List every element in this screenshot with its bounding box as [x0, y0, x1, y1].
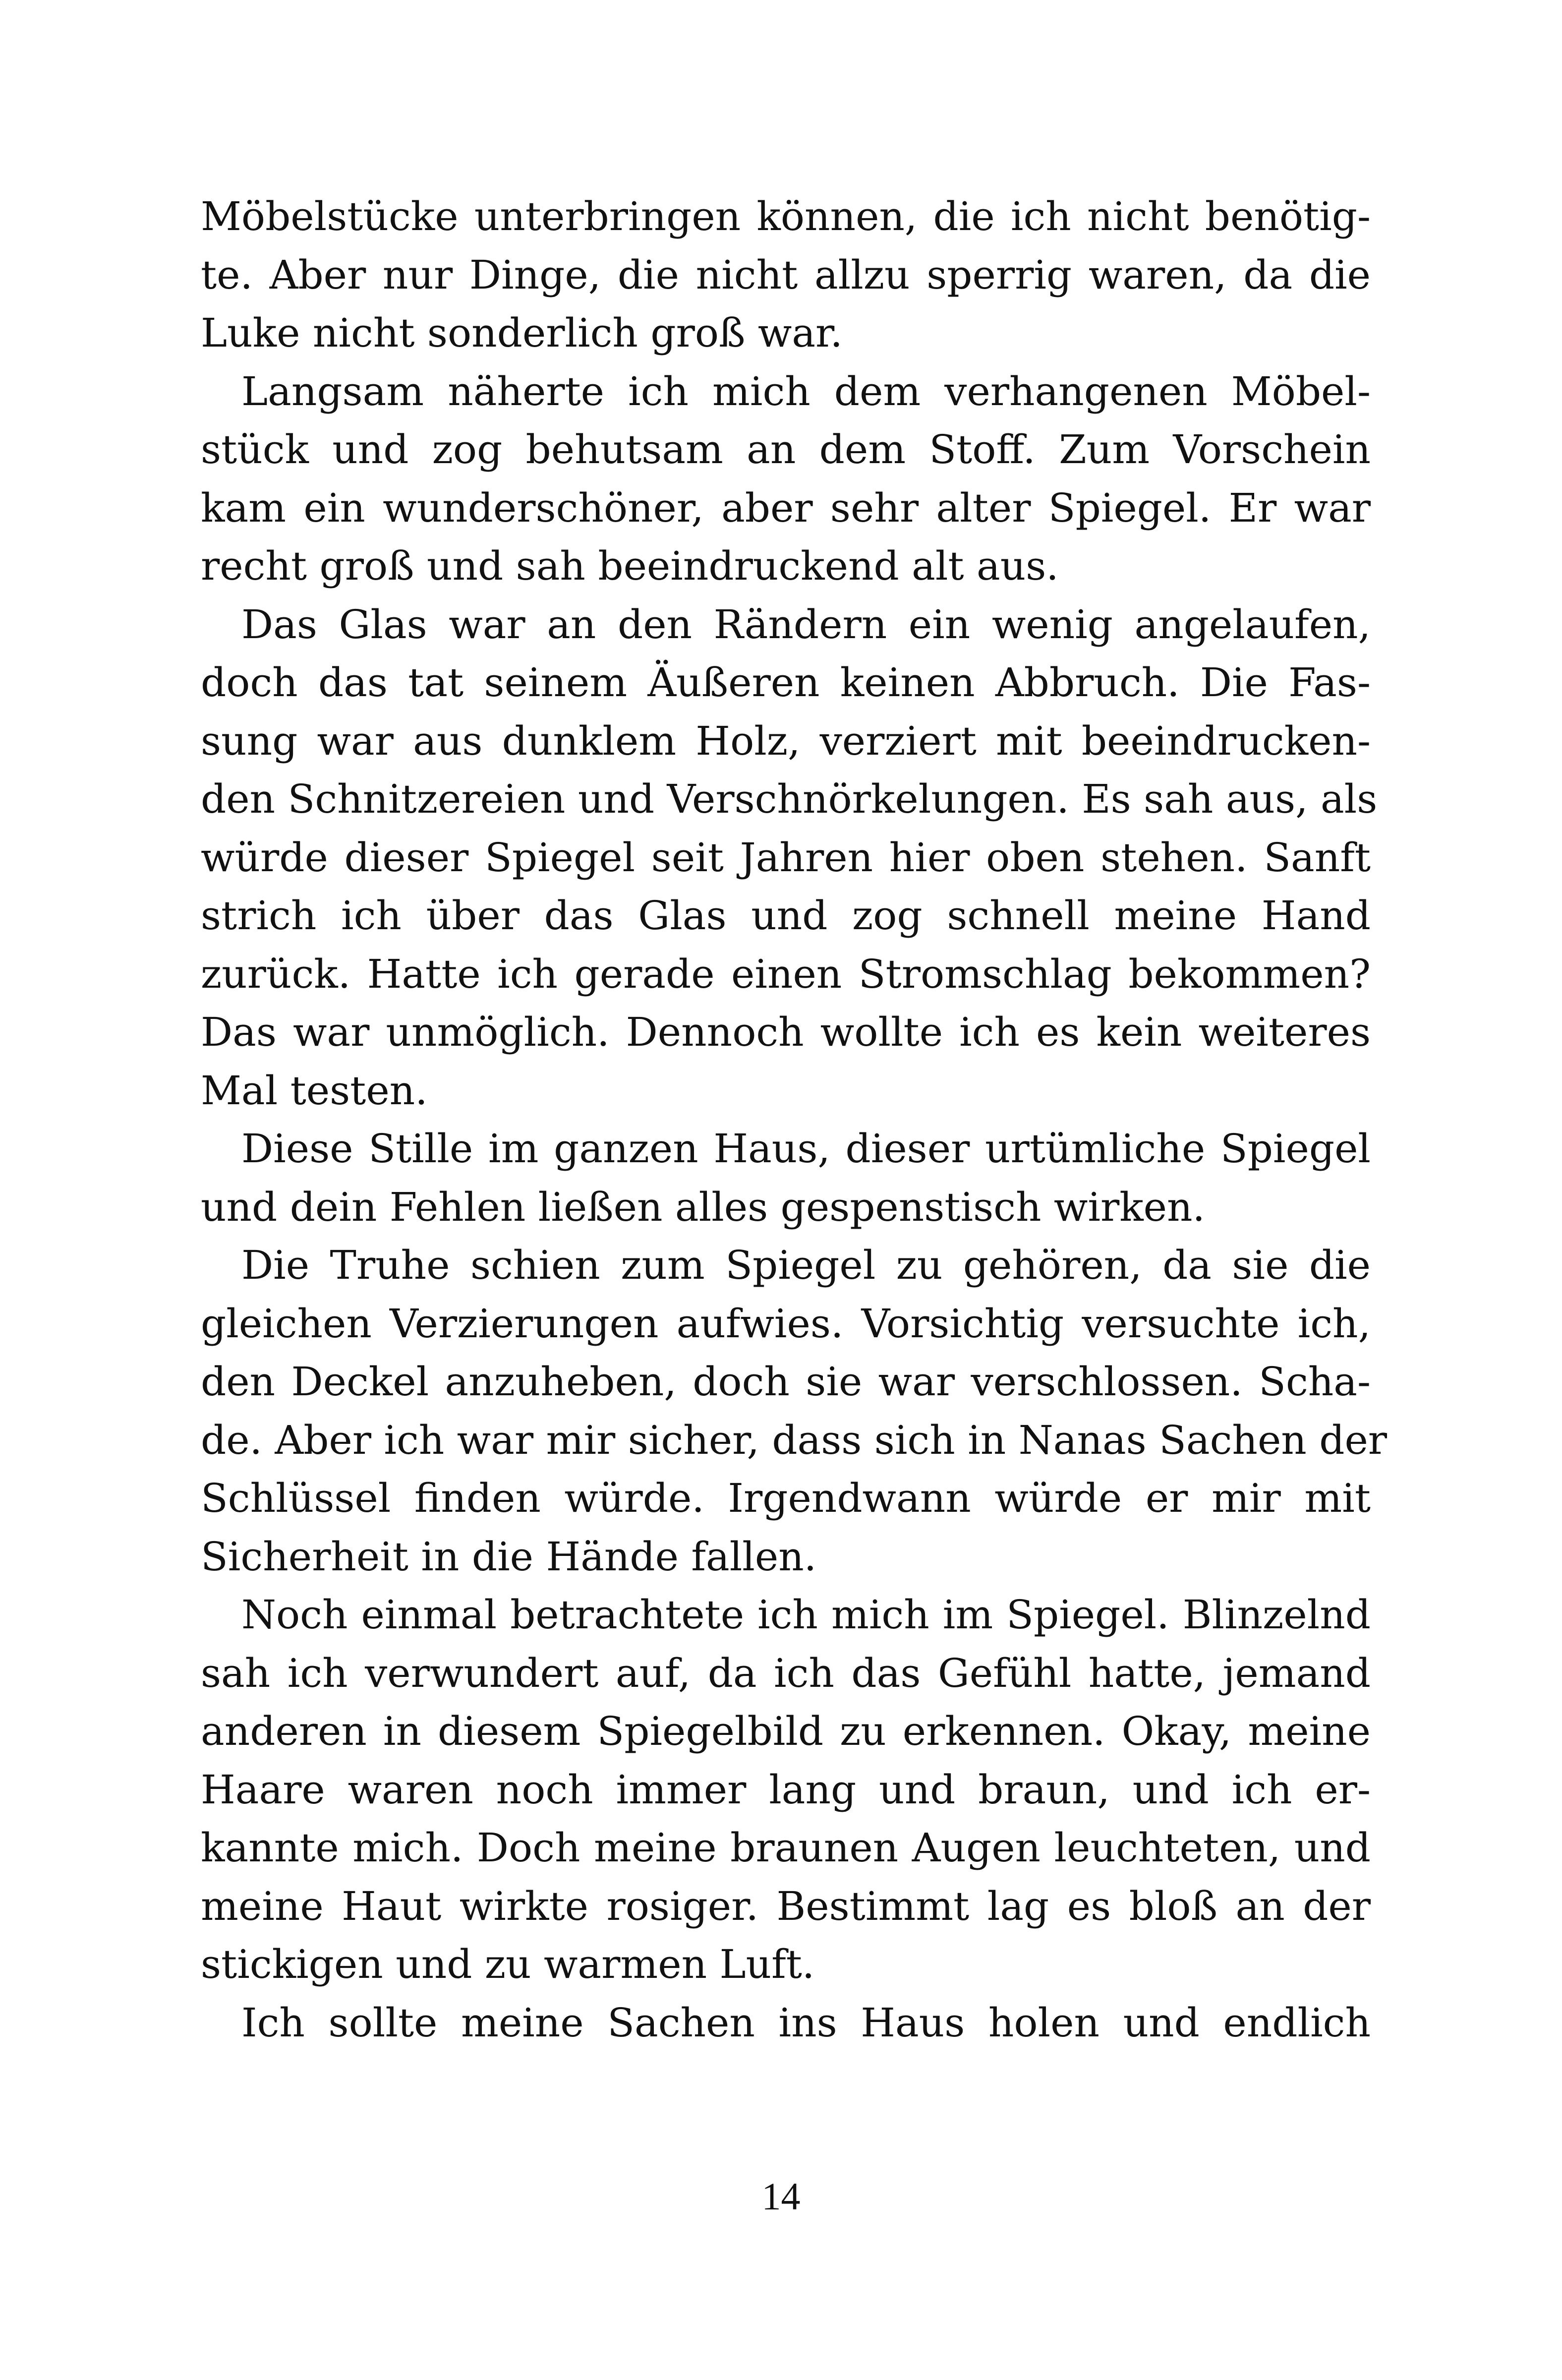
text-line: doch das tat seinem Äußeren keinen Abbruch. Die Fas- — [201, 659, 1371, 706]
text-line: meine Haut wirkte rosiger. Bestimmt lag es bloß an der — [201, 1883, 1371, 1929]
text-line: strich ich über das Glas und zog schnell meine Hand — [201, 892, 1371, 939]
text-line: stück und zog behutsam an dem Stoff. Zum Vorschein — [201, 426, 1371, 473]
body-text — [201, 187, 1388, 2052]
text-line: Mal testen. — [201, 1067, 428, 1114]
text-line: den Schnitzereien und Verschnörkelungen. Es sah aus, als — [201, 776, 1378, 822]
text-line: sung war aus dunklem Holz, verziert mit beeindrucken- — [201, 717, 1371, 764]
text-line: te. Aber nur Dinge, die nicht allzu sperrig waren, da die — [201, 251, 1371, 298]
text-line: Das war unmöglich. Dennoch wollte ich es kein weiteres — [201, 1009, 1371, 1055]
text-line: kam ein wunderschöner, aber sehr alter Spiegel. Er war — [201, 484, 1371, 531]
text-line: gleichen Verzierungen aufwies. Vorsichtig versuchte ich, — [201, 1300, 1371, 1347]
text-line: zurück. Hatte ich gerade einen Stromschlag bekommen? — [201, 951, 1371, 997]
text-line: stickigen und zu warmen Luft. — [201, 1941, 815, 1987]
text-line: Diese Stille im ganzen Haus, dieser urtümliche Spiegel — [241, 1126, 1371, 1172]
text-line: Möbelstücke unterbringen können, die ich nicht benötig- — [201, 193, 1371, 239]
text-line: anderen in diesem Spiegelbild zu erkennen. Okay, meine — [201, 1708, 1371, 1754]
text-line: Noch einmal betrachtete ich mich im Spiegel. Blinzelnd — [241, 1592, 1371, 1638]
text-line: den Deckel anzuheben, doch sie war verschlossen. Scha- — [201, 1359, 1371, 1405]
text-line: Luke nicht sonderlich groß war. — [201, 310, 843, 356]
text-line: recht groß und sah beeindruckend alt aus. — [201, 543, 1059, 589]
text-line: Langsam näherte ich mich dem verhangenen Möbel- — [241, 368, 1371, 415]
text-line: Das Glas war an den Rändern ein wenig angelaufen, — [241, 601, 1371, 648]
text-line: und dein Fehlen ließen alles gespenstisch wirken. — [201, 1184, 1205, 1230]
text-line: Ich sollte meine Sachen ins Haus holen und endlich — [241, 1999, 1371, 2046]
text-line: Sicherheit in die Hände fallen. — [201, 1533, 817, 1580]
text-line: würde dieser Spiegel seit Jahren hier oben stehen. Sanft — [201, 834, 1371, 881]
text-line: kannte mich. Doch meine braunen Augen leuchteten, und — [201, 1825, 1371, 1871]
page-number: 14 — [761, 2175, 801, 2218]
text-line: de. Aber ich war mir sicher, dass sich in Nanas Sachen der — [201, 1417, 1388, 1463]
text-line: Haare waren noch immer lang und braun, und ich er- — [201, 1766, 1371, 1813]
text-line: Die Truhe schien zum Spiegel zu gehören, da sie die — [241, 1242, 1371, 1288]
text-line: sah ich verwundert auf, da ich das Gefühl hatte, jemand — [201, 1650, 1371, 1696]
text-line: Schlüssel finden würde. Irgendwann würde er mir mit — [201, 1475, 1371, 1521]
